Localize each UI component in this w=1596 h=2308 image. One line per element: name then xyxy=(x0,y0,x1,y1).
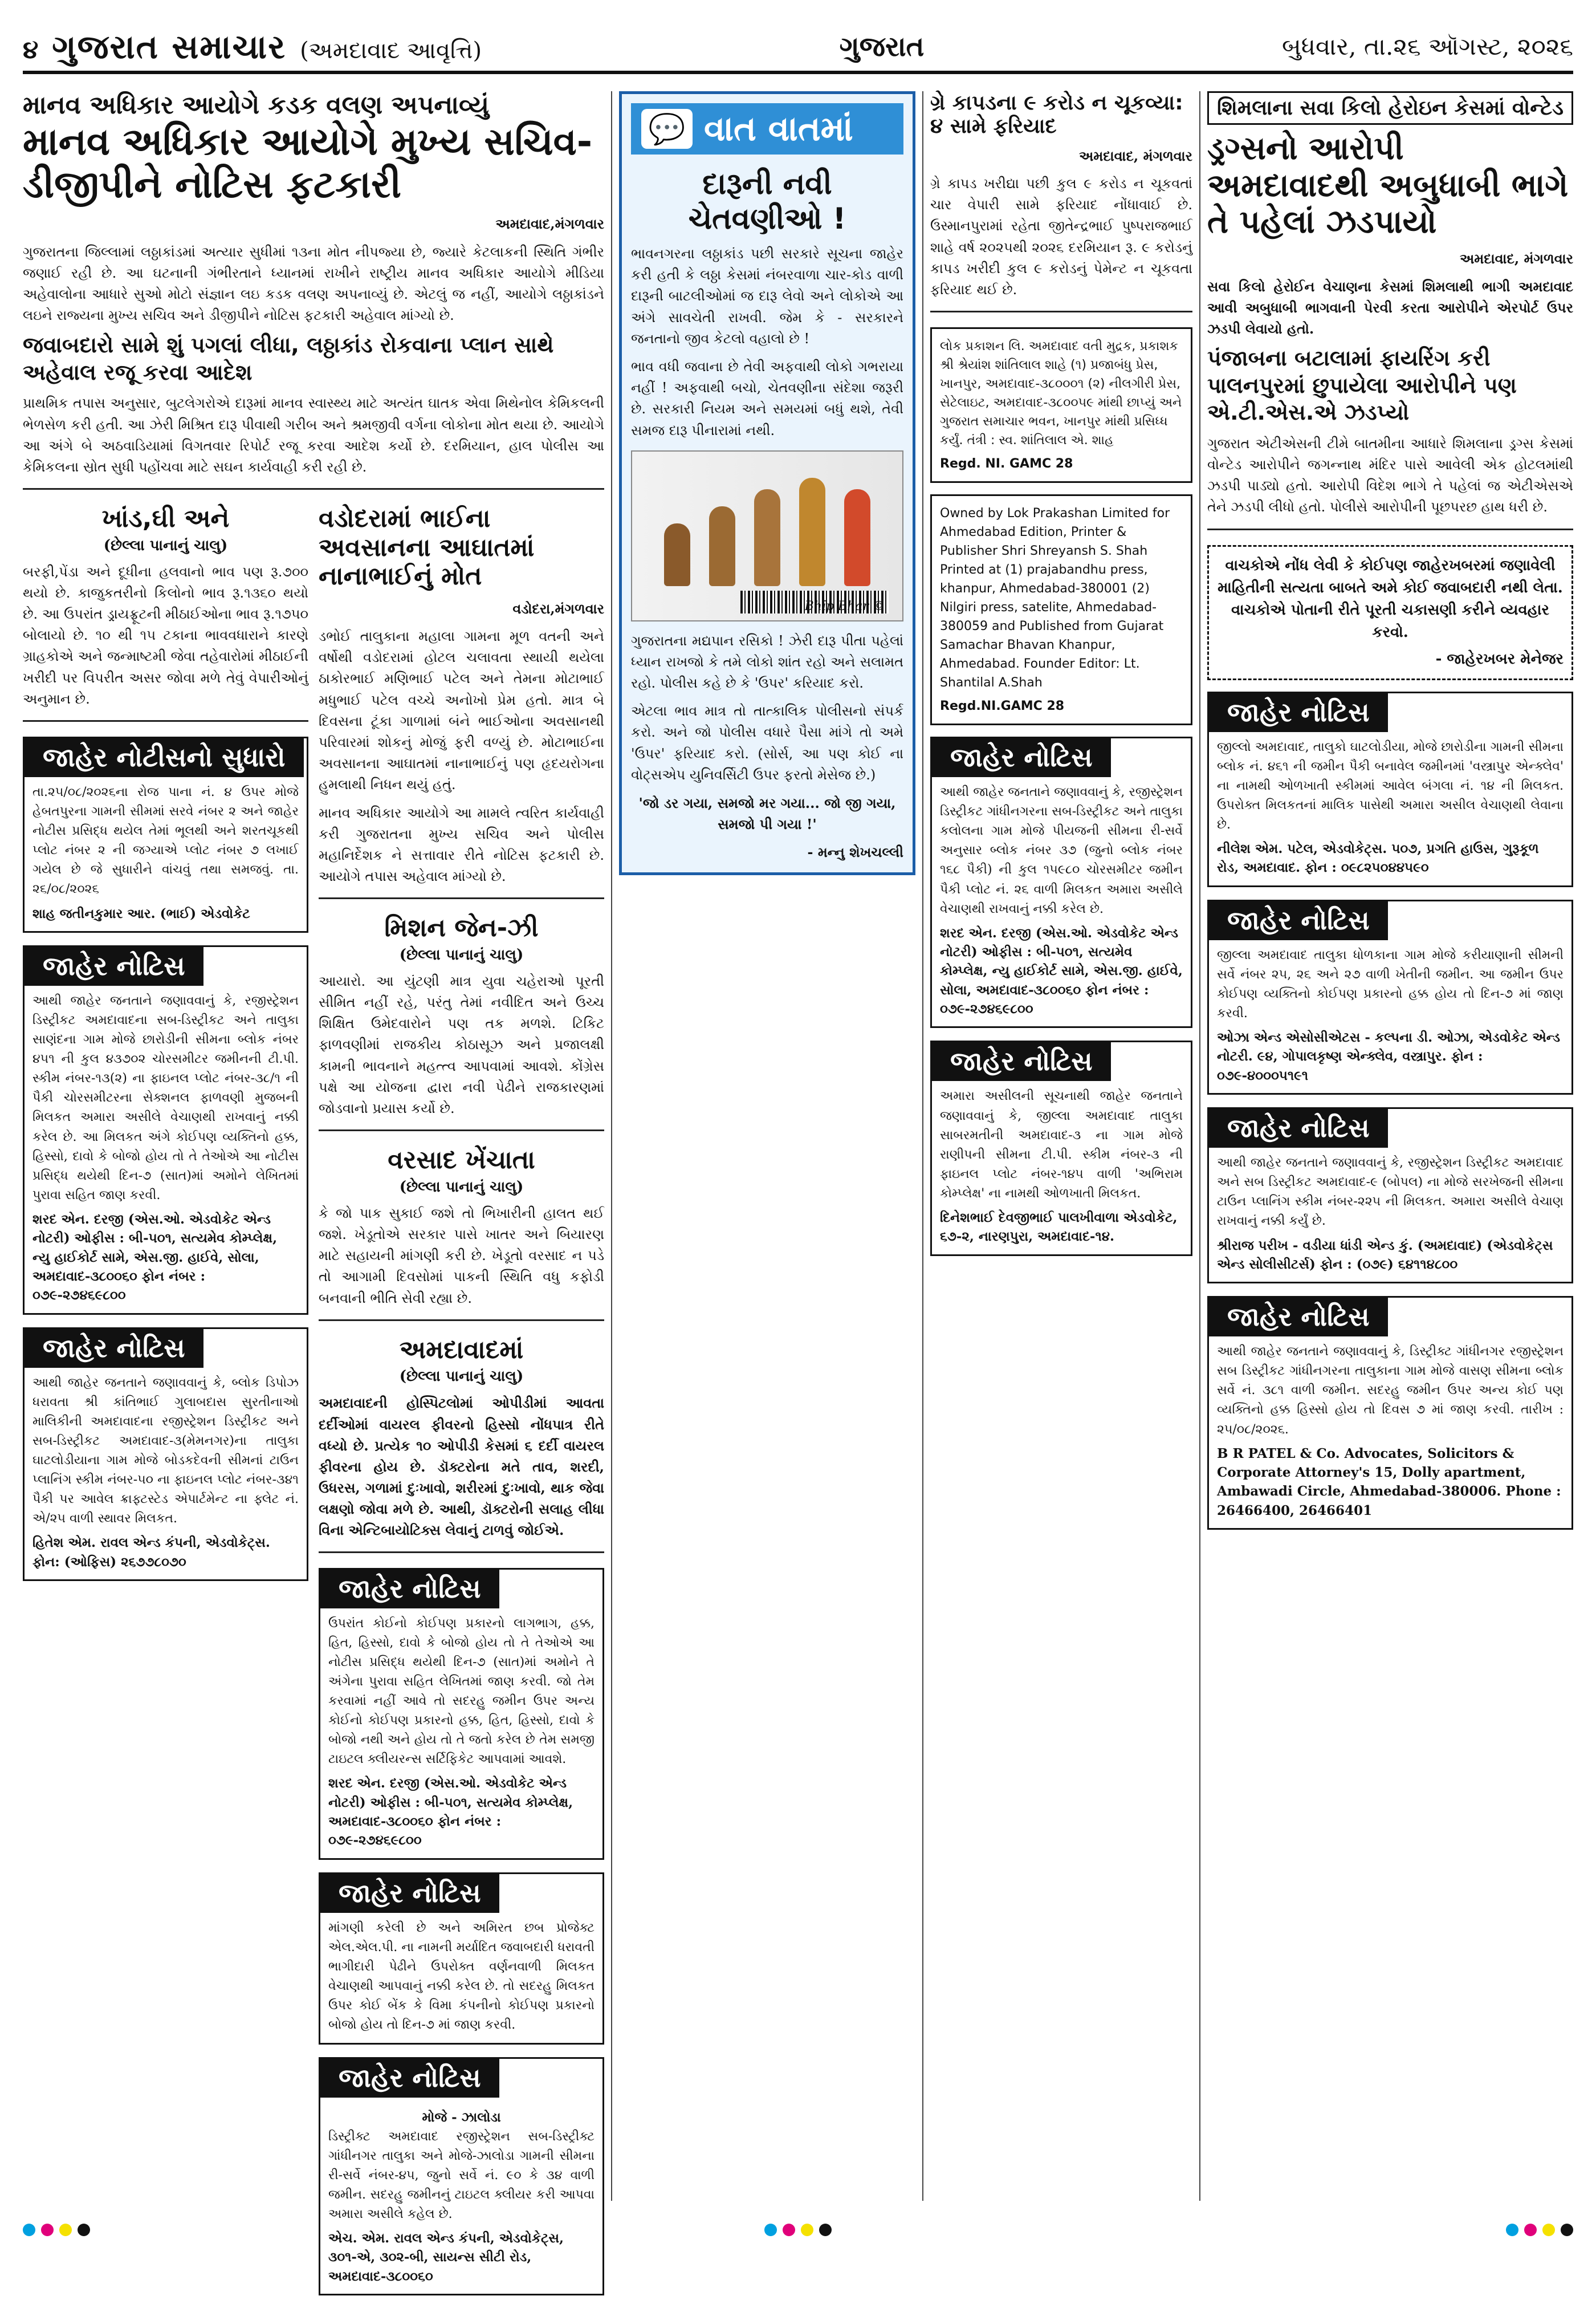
imprint-gujarati xyxy=(930,327,1192,483)
notice-c5-4 xyxy=(1207,1296,1573,1530)
notice-c5-3 xyxy=(1207,1107,1573,1283)
notice-c5-4-body: આથી જાહેર જનતાને જણાવવાનું કે, ડિસ્ટ્રીક્ટ ગાંધીનગર રજીસ્ટ્રેશન સબ ડિસ્ટ્રીકટ ગાંધીનગરના તાલુકાના ગામ મોજે વાસણ સીમના બ્લોક સર્વે નં. ૩૮૧ વાળી જમીન. સદરહુ જમીન ઉપર અન્ય કોઈ પણ વ્યક્તિનો હક્ક હિસ્સો હોય તો દિવસ ૭ માં જાણ કરવી. તારીખ : ૨૫/૦૮/૨૦૨૬. xyxy=(1217,1344,1564,1437)
mission-cont: (છેલ્લા પાનાનું ચાલુ) xyxy=(399,946,524,964)
masthead xyxy=(23,23,1573,74)
story-khand xyxy=(23,505,308,722)
vaat-signature: - મન્નુ શેખચલ્લી xyxy=(807,844,903,861)
notice-c1-2-body: આથી જાહેર જનતાને જણાવવાનું કે, બ્લોક ડિપોઝ ધરાવતા શ્રી કાંતિભાઈ ગુલાબદાસ સુરતીનાઓ માલિકીની અમદાવાદના રજીસ્ટ્રેશન ડિસ્ટ્રીકટ અને સબ-ડિસ્ટ્રીકટ અમદાવાદ-૩(મેમનગર)ના તાલુકા ઘાટલોડીયાના ગામ મોજે બોડકદેવની સીમનાં ટાઉન પ્લાનિંગ સ્કીમ નંબર-૫૦ ના ફાઇનલ પ્લોટ નંબર-૩૪૧ પૈકી પર આવેલ ક્રાફ્ટસ્ટેડ એપાર્ટમેન્ટ ના ફ્લેટ નં. એ/૨૫ વાળી સ્થાવર મિલકત. xyxy=(32,1375,299,1526)
cyan-dot-icon xyxy=(23,2224,35,2236)
notice-c2-1-sign: શરદ એન. દરજી (એસ.ઓ. એડવોકેટ એન્ડ નોટરી) ઓફીસ : બી-૫૦૧, સત્યમેવ કોમ્પ્લેક્ષ, અમદાવાદ-૩૮૦૦૬૦ ફોન નંબર : ૦૭૯-૨૭૪૬૯૮૦૦ xyxy=(328,1775,573,1848)
cartoon-figure-4 xyxy=(799,478,825,586)
magenta-dot-icon xyxy=(1524,2224,1537,2236)
varsad-cont: (છેલ્લા પાનાનું ચાલુ) xyxy=(399,1178,524,1196)
column-rule xyxy=(1199,91,1200,2201)
vaat-body-4: એટલા ભાવ માત્ર તો તાત્કાલિક પોલીસનો સંપર્ક કરો. અને જો પોલીસ વધારે પૈસા માંગે તો અમે 'ઉપર' ફરિયાદ કરો. (સોર્સ, આ પણ કોઈ ના વોટ્સએપ યુનિવર્સિટી ઉપર ફરતો મેસેજ છે.) xyxy=(631,703,903,783)
col1-left-stack xyxy=(23,505,308,2308)
varsad-body: કે જો પાક સુકાઈ જશે તો ભિખારીની હાલત થઈ જશે. ખેડૂતોએ સરકાર પાસે ખાતર અને બિયારણ માટે સહાયની માંગણી કરી છે. ખેડૂતો વરસાદ ન પડે તો આગામી દિવસોમાં પાકની સ્થિતિ વધુ કફોડી બનવાની ભીતિ સેવી રહ્યા છે. xyxy=(319,1205,604,1306)
black-dot-icon xyxy=(819,2224,832,2236)
evolution-cartoon xyxy=(631,450,903,621)
notice-c4-1-body: આથી જાહેર જનતાને જણાવવાનું કે, રજીસ્ટ્રેશન ડિસ્ટ્રીકટ ગાંધીનગરના સબ-ડિસ્ટ્રીકટ અને તાલુકા કલોલના ગામ મોજે પીયજની સીમના રી-સર્વે અનુસાર બ્લોક નંબર ૩૭ (જુનો બ્લોક નંબર ૧૬૮ પૈકી) ની કુલ ૧૫૯૮૦ ચોરસમીટર જમીન પૈકી પ્લોટ નં. ૨૬ વાળી મિલકત અમારા અસીલે વેચાણથી રાખવાનું નક્કી કરેલ છે. xyxy=(940,785,1183,916)
vadodara-headline: વડોદરામાં ભાઈના અવસાનના આઘાતમાં નાનાભાઈનું મોત xyxy=(319,504,535,591)
drugs-body-2: ગુજરાત એટીએસની ટીમે બાતમીના આધારે શિમલાના ડ્રગ્સ કેસમાં વોન્ટેડ આરોપીને જગન્નાથ મંદિર પાસે આવેલી એક હોટલમાંથી ઝડપી પાડ્યો હતો. આરોપી વિદેશ ભાગે તે પહેલાં જ એટીએસએ તેને ઝડપી લીધો હતો. પોલીસે આરોપીની પૂછપરછ હાથ ધરી છે. xyxy=(1207,435,1573,515)
registration-dots-center xyxy=(764,2224,832,2246)
page-columns xyxy=(23,91,1573,2284)
black-dot-icon xyxy=(78,2224,90,2236)
speech-bubble-icon: 💬 xyxy=(641,109,693,149)
notice-c5-1-sign: નીલેશ એમ. પટેલ, એડવોકેટ્સ. ૫૦૭, પ્રગતિ હાઉસ, ગુરૂકૂળ રોડ, અમદાવાદ. ફોન : ૦૯૮૨૫૦૪૪૫૯૦ xyxy=(1217,841,1539,876)
notice-c5-3-title: જાહેર નોટિસ xyxy=(1209,1109,1388,1148)
column-1 xyxy=(23,91,604,2284)
vaat-label: વાત વાતમાં xyxy=(704,109,853,149)
print-registration-marks xyxy=(23,2224,1573,2246)
story-vadodara xyxy=(319,505,604,899)
notice-c1-1-body: આથી જાહેર જનતાને જણાવવાનું કે, રજીસ્ટ્રેશન ડિસ્ટ્રીકટ અમદાવાદના સબ-ડિસ્ટ્રીકટ અને તાલુકા સાણંદના ગામ મોજે છારોડીની સીમના બ્લોક નંબર ૪૫૧ ની કુલ ૪૩૭૦૨ ચોરસમીટર જમીનની ટી.પી. સ્કીમ નંબર-૧૩(૨) ના ફાઇનલ પ્લોટ નંબર-૩૮/૧ ની પૈકી ચોરસમીટરના સેક્શનલ ફાળવણી મુજબની મિલકત અમારા અસીલે વેચાણથી રાખવાનું નક્કી કરેલ છે. આ મિલકત અંગે કોઈપણ વ્યક્તિનો હક્ક, હિસ્સો, દાવો કે બોજો હોય તો તે તેઓએ આ નોટીસ પ્રસિદ્ધ થયેથી દિન-૭ (સાત)માં અમોને લેખિતમાં પુરાવા સહિત જાણ કરવી. xyxy=(32,993,299,1202)
imprint-reg-1: Regd. NI. GAMC 28 xyxy=(940,457,1073,472)
section-title: ગુજરાત xyxy=(839,30,925,63)
drugs-kicker: શિમલાના સવા કિલો હેરોઇન કેસમાં વોન્ટેડ xyxy=(1207,91,1573,125)
cloth-dateline: અમદાવાદ, મંગળવાર xyxy=(1079,147,1192,164)
drugs-headline: ડ્રગ્સનો આરોપી અમદાવાદથી અબુધાબી ભાગે તે પહેલાં ઝડપાયો xyxy=(1207,130,1569,241)
newspaper-brand: ગુજરાત સમાચાર xyxy=(52,27,287,66)
cartoon-figure-3 xyxy=(754,489,780,586)
notice-c1-2-title: જાહેર નોટિસ xyxy=(25,1329,203,1368)
cartoon-figure-2 xyxy=(709,506,735,586)
ahmedabad-cont: (છેલ્લા પાનાનું ચાલુ) xyxy=(399,1368,524,1385)
cloth-headline: ગ્રે કાપડના ૯ કરોડ ન ચૂકવ્યા: ૪ સામે ફરિયાદ xyxy=(930,91,1183,139)
lead-dateline: અમદાવાદ,મંગળવાર xyxy=(495,216,604,233)
vaat-header xyxy=(631,103,903,155)
masthead-left xyxy=(23,27,482,67)
notice-c2-3-body: ડિસ્ટ્રીક્ટ અમદાવાદ રજીસ્ટ્રેશન સબ-ડિસ્ટ્રીક્ટ ગાંધીનગર તાલુકા અને મોજે-ઝાલોડા ગામની સીમના રી-સર્વે નંબર-૪૫, જુનો સર્વે નં. ૯૦ કે ૩૪ વાળી જમીન. સદરહુ જમીનનું ટાઇટલ ક્લીયર કરી આપવા અમારા અસીલે કહેલ છે. xyxy=(328,2129,595,2222)
lead-story-nhrc xyxy=(23,91,604,490)
story-ahmedabad xyxy=(319,1336,604,1553)
lead-story-drugs xyxy=(1207,91,1573,530)
notice-c5-2-sign: ઓઝા એન્ડ એસોસીએટસ - કલ્પના ડી. ઓઝા, એડવોકેટ એન્ડ નોટરી. ૯૪, ગોપાલકૃષ્ણ એન્ક્લેવ, વસ્ત્રાપુર. ફોન : ૦૭૯-૪૦૦૦૫૧૯૧ xyxy=(1217,1030,1560,1083)
ad-disclaimer-text: વાચકોએ નોંધ લેવી કે કોઈપણ જાહેરખબરમાં જણાવેલી માહિતીની સત્યતા બાબતે અમે કોઈ જવાબદારી નથી લેતા. વાચકોએ પોતાની રીતે પૂરતી ચકાસણી કરીને વ્યવહાર કરવો. xyxy=(1218,556,1563,641)
registration-dots-right xyxy=(1506,2224,1573,2246)
vaat-body-3: ગુજરાતના મદ્યપાન રસિકો ! ઝેરી દારૂ પીતા પહેલાં ધ્યાન રાખજો કે તમે લોકો શાંત રહો અને સલામત રહો. પોલીસ કહે છે કે 'ઉપર' કરિયાદ કરો. xyxy=(631,632,903,692)
notice-correction-title: જાહેર નોટીસનો સુધારો xyxy=(25,738,304,777)
notice-c1-2 xyxy=(23,1327,308,1581)
imprint-gujarati-text: લોક પ્રકાશન લિ. અમદાવાદ વતી મુદ્રક, પ્રકાશક શ્રી શ્રેયાંશ શાંતિલાલ શાહે (૧) પ્રજાબંધુ પ્રેસ, ખાનપુર, અમદાવાદ-૩૮૦૦૦૧ (૨) નીલગીરી પ્રેસ, સેટેલાઇટ, અમદાવાદ-૩૮૦૦૫૯ માંથી છાપ્યું અને ગુજરાત સમાચાર ભવન, ખાનપુર માંથી પ્રસિધ્ધ કર્યું. તંત્રી : સ્વ. શાંતિલાલ એ. શાહ xyxy=(940,339,1182,448)
drugs-body: સવા કિલો હેરોઈન વેચાણના કેસમાં શિમલાથી ભાગી અમદાવાદ આવી અબુધાબી ભાગવાની પેરવી કરતા આરોપીને એરપોર્ટ ઉપર ઝડપી લેવાયો હતો. xyxy=(1207,278,1573,338)
mission-body: આયારો. આ યુંટણી માત્ર યુવા ચહેરાઓ પૂરતી સીમિત નહીં રહે, પરંતુ તેમાં નવીદિત અને ઉચ્ચ શિક્ષિત ઉમેદવારોને પણ તક મળશે. ટિકિટ ફાળવણીમાં રાજકીય કોઠાસૂઝ અને પ્રજાલક્ષી કામની ભાવનાને મહત્ત્વ આપવામાં આવશે. કોંગ્રેસ પક્ષે આ યોજના દ્વારા નવી પેઢીને રાજકારણમાં જોડવાનો પ્રયાસ કર્યો છે. xyxy=(319,973,604,1116)
vaat-vaatma-box xyxy=(619,91,915,875)
notice-c1-1-title: જાહેર નોટિસ xyxy=(25,947,203,986)
lead-body: ગુજરાતના જિલ્લામાં લઠ્ઠાકાંડમાં અત્યાર સુધીમાં ૧૩ના મોત નીપજ્યા છે, જ્યારે કેટલાકની સ્થિતિ ગંભીર જણાઈ રહી છે. આ ઘટનાની ગંભીરતાને ધ્યાનમાં રાખીને રાષ્ટ્રીય માનવ અધિકાર આયોગે મીડિયા અહેવાલોના આધારે સુઓ મોટો સંજ્ઞાન લઇ કડક વલણ અપનાવ્યું છે. એટલું જ નહીં, આયોગે લઠ્ઠાકાંડને લઇને રાજ્યના મુખ્ય સચિવ અને ડીજીપીને નોટિસ ફટકારી અહેવાલ માંગ્યો છે. xyxy=(23,243,604,324)
edition-label: (અમદાવાદ આવૃત્તિ) xyxy=(300,37,482,64)
notice-c2-3 xyxy=(319,2057,604,2295)
notice-c5-4-title: જાહેર નોટિસ xyxy=(1209,1298,1388,1336)
notice-c5-2-body: જીલ્લા અમદાવાદ તાલુકા ધોળકાના ગામ મોજે કરીયાણાની સીમની સર્વે નંબર ૨૫, ૨૬ અને ૨૭ વાળી ખેતીની જમીન. આ જમીન ઉપર કોઈપણ વ્યક્તિનો કોઈપણ પ્રકારનો હક્ક હોય તો દિન-૭ માં જાણ કરવી. xyxy=(1217,948,1564,1021)
notice-correction xyxy=(23,737,308,933)
vaat-headline: દારૂની નવી ચેતવણીઓ ! xyxy=(688,167,846,236)
notice-c2-3-sign: એચ. એમ. રાવલ એન્ડ કંપની, એડવોકેટ્સ, ૩૦૧-એ, ૩૦૨-બી, સાયન્સ સીટી રોડ, અમદાવાદ-૩૮૦૦૬૦ xyxy=(328,2230,564,2284)
notice-c5-3-sign: શ્રીરાજ પરીખ - વડીયા ધાંડી એન્ડ કું. (અમદાવાદ) (એડવોકેટ્સ એન્ડ સોલીસીટર્સ) ફોન : (૦૭૯) ૬૪૧૧૪૮૦૦ xyxy=(1217,1237,1553,1272)
mission-title: મિશન જેન-ઝી xyxy=(384,913,539,943)
notice-c5-1 xyxy=(1207,692,1573,887)
notice-c5-1-body: જીલ્લો અમદાવાદ, તાલુકો ઘાટલોડીયા, મોજે છારોડીના ગામની સીમના બ્લોક નં. ૪૬૧ ની જમીન પૈકી બનાવેલ જમીનમાં 'વસ્ત્રાપુર એન્ક્લેવ' ના નામથી ઓળખાતી સ્કીમમાં આવેલ બંગલા નં. ૧૪ ની મિલકત. ઉપરોક્ત મિલકતનાં માલિક પાસેથી અમારા અસીલ વેચાણથી લેવાના છે. xyxy=(1217,739,1564,832)
story-varsad xyxy=(319,1146,604,1321)
notice-c2-2 xyxy=(319,1872,604,2045)
yellow-dot-icon xyxy=(1542,2224,1555,2236)
imprint-english-text: Owned by Lok Prakashan Limited for Ahmedabad Edition, Printer & Publisher Shri Shreyansh S. Shah Printed at (1) prajabandhu press, khanpur, Ahmedabad-380001 (2) Nilgiri press, satelite, Ahmedabad-380059 and Published from Gujarat Samachar Bhavan Khanpur, Ahmedabad. Founder Editor: Lt. Shantilal A.Shah xyxy=(940,506,1170,690)
notice-c4-1-sign: શરદ એન. દરજી (એસ.ઓ. એડવોકેટ એન્ડ નોટરી) ઓફીસ : બી-૫૦૧, સત્યમેવ કોમ્પ્લેક્ષ, ન્યુ હાઈકોર્ટ સામે, એસ.જી. હાઈવે, સોલા, અમદાવાદ-૩૮૦૦૬૦ ફોન નંબર : ૦૭૯-૨૭૪૬૯૮૦૦ xyxy=(940,925,1183,1017)
notice-c5-3-body: આથી જાહેર જનતાને જણાવવાનું કે, રજીસ્ટ્રેશન ડિસ્ટ્રીકટ અમદાવાદ અને સબ ડિસ્ટ્રીકટ અમદાવાદ-૯ (બોપલ) ના મોજે સરખેજની સીમના ટાઉન પ્લાનિંગ સ્કીમ નંબર-૨૨૫ ની મિલકત. અમારા અસીલે વેચાણ રાખવાનું નક્કી કર્યું છે. xyxy=(1217,1156,1564,1229)
page-number: ૪ xyxy=(23,35,39,64)
magenta-dot-icon xyxy=(783,2224,795,2236)
yellow-dot-icon xyxy=(59,2224,72,2236)
notice-c2-3-sub: મોજે - ઝાલોડા xyxy=(422,2110,501,2126)
column-5 xyxy=(1207,91,1573,2201)
cyan-dot-icon xyxy=(764,2224,777,2236)
lead-body-2: પ્રાથમિક તપાસ અનુસાર, બુટલેગરોએ દારૂમાં માનવ સ્વાસ્થ્ય માટે અત્યંત ઘાતક એવા મિથેનોલ કેમિકલની ભેળસેળ કરી હતી. આ ઝેરી મિશ્રિત દારૂ પીવાથી ગરીબ અને શ્રમજીવી વર્ગના લોકોના મોત થયા છે. આયોગે આ અંગે બે અઠવાડિયામાં વિગતવાર રિપોર્ટ રજૂ કરવા આદેશ કર્યો છે. દરમિયાન, હાલ પોલીસ આ કેમિકલના સ્રોત સુધી પહોંચવા માટે સઘન કાર્યવાહી કરી રહી છે. xyxy=(23,395,604,475)
notice-c2-2-title: જાહેર નોટિસ xyxy=(320,1874,499,1913)
drugs-subhead: પંજાબના બટાલામાં ફાયરિંગ કરી પાલનપુરમાં છુપાયેલા આરોપીને પણ એ.ટી.એસ.એ ઝડપ્યો xyxy=(1207,346,1517,425)
notice-c2-1-title: જાહેર નોટિસ xyxy=(320,1570,499,1608)
ad-disclaimer xyxy=(1207,545,1573,680)
column-rule xyxy=(922,91,923,2201)
lead-headline: માનવ અધિકાર આયોગે મુખ્ય સચિવ-ડીજીપીને નોટિસ ફટકારી xyxy=(23,119,593,207)
notice-c1-2-sign: હિતેશ એમ. રાવલ એન્ડ કંપની, એડવોકેટ્સ. ફોન: (ઓફિસ) ૨૬૭૭૮૦૭૦ xyxy=(32,1535,270,1570)
notice-c2-2-body: માંગણી કરેલી છે અને અમિરત છબ પ્રોજેક્ટ એલ.એલ.પી. ના નામની મર્યાદિત જવાબદારી ધરાવતી ભાગીદારી પેઢીને ઉપરોક્ત વર્ણનવાળી મિલકત વેચાણથી આપવાનું નક્કી કરેલ છે. તો સદરહુ મિલકત ઉપર કોઈ બેંક કે વિમા કંપનીનો કોઈપણ પ્રકારનો બોજો હોય તો દિન-૭ માં જાણ કરવી. xyxy=(328,1920,595,2033)
registration-dots-left xyxy=(23,2224,90,2246)
column-4 xyxy=(930,91,1192,2201)
notice-c4-2-title: જાહેર નોટિસ xyxy=(932,1042,1111,1081)
khand-title: ખાંડ,ઘી અને xyxy=(101,504,230,534)
notice-c1-1-sign: શરદ એન. દરજી (એસ.ઓ. એડવોકેટ એન્ડ નોટરી) ઓફીસ : બી-૫૦૧, સત્યમેવ કોમ્પ્લેક્ષ, ન્યુ હાઈકોર્ટ સામે, એસ.જી. હાઈવે, સોલા, અમદાવાદ-૩૮૦૦૬૦ ફોન નંબર : ૦૭૯-૨૭૪૬૯૮૦૦ xyxy=(32,1211,278,1303)
notice-c2-3-title: જાહેર નોટિસ xyxy=(320,2059,499,2098)
col1-right-stack xyxy=(319,505,604,2308)
cartoon-figure-5 xyxy=(844,489,870,586)
yellow-dot-icon xyxy=(801,2224,813,2236)
notice-c4-2 xyxy=(930,1041,1192,1255)
ahmedabad-title: અમદાવાદમાં xyxy=(399,1335,524,1364)
cloth-body: ગ્રે કાપડ ખરીદ્યા પછી કુલ ૯ કરોડ ન ચૂકવતાં ચાર વેપારી સામે ફરિયાદ નોંધાવાઈ છે. ઉસ્માનપુરામાં રહેતા જીતેન્દ્રભાઈ પુષ્પરાજભાઈ શાહે વર્ષ ૨૦૨૫થી ૨૦૨૬ દરમિયાન રૂ. ૯ કરોડનું કાપડ ખરીદી કુલ ૯ કરોડનું પેમેન્ટ ન ચૂકવતા ફરિયાદ થઈ છે. xyxy=(930,175,1192,298)
khand-cont: (છેલ્લા પાનાનું ચાલુ) xyxy=(103,537,228,554)
notice-c4-2-body: અમારા અસીલની સૂચનાથી જાહેર જનતાને જણાવવાનું કે, જીલ્લા અમદાવાદ તાલુકા સાબરમતીની અમદાવાદ-૩ ના ગામ મોજે રાણીપની સીમના ટી.પી. સ્કીમ નંબર-૩ ની ફાઇનલ પ્લોટ નંબર-૧૪૫ વાળી 'અભિરામ કોમ્પ્લેક્ષ' ના નામથી ઓળખાતી મિલકત. xyxy=(940,1089,1183,1201)
notice-c2-1 xyxy=(319,1568,604,1860)
vadodara-body: ડભોઈ તાલુકાના મહાલા ગામના મૂળ વતની અને વર્ષોથી વડોદરામાં હોટલ ચલાવતા સ્થાયી થયેલા ઠાકોરભાઈ મણિભાઈ પટેલ અને તેમના મોટાભાઈ મધુભાઈ પટેલ વચ્ચે અનોખો પ્રેમ હતો. માત્ર બે દિવસના ટૂંકા ગાળામાં બંને ભાઈઓના અવસાનથી પરિવારમાં શોકનું મોજું ફરી વળ્યું છે. મોટાભાઈના અવસાનના આઘાતમાં નાનાભાઈનું પણ હૃદયરોગના હુમલાથી નિધન થયું હતું. xyxy=(319,628,604,793)
imprint-english xyxy=(930,494,1192,725)
story-mission xyxy=(319,914,604,1131)
lead-kicker: માનવ અધિકાર આયોગે કડક વલણ અપનાવ્યું xyxy=(23,91,489,120)
vadodara-body-2: માનવ અધિકાર આયોગે આ મામલે ત્વરિત કાર્યવાહી કરી ગુજરાતના મુખ્ય સચિવ અને પોલીસ મહાનિર્દેશક ને સત્તાવાર રીતે નોટિસ ફટકારી છે. આયોગે તપાસ અહેવાલ માંગ્યો છે. xyxy=(319,804,604,885)
issue-date: બુધવાર, તા.૨૬ ઑગસ્ટ, ૨૦૨૬ xyxy=(1282,32,1573,60)
magenta-dot-icon xyxy=(41,2224,54,2236)
notice-correction-body: તા.૨૫/૦૮/૨૦૨૬ના રોજ પાના નં. ૪ ઉપર મોજે હેબતપુરના ગામની સીમમાં સરવે નંબર ૨ અને જાહેર નોટીસ પ્રસિદ્ધ થયેલ તેમાં ભૂલથી અને શરતચૂકથી પ્લોટ નંબર ૨ ની જગ્યાએ પ્લોટ નંબર ૭ લખાઈ ગયેલ છે જે સુધારીને વાંચવું તથા સમજવું. તા. ૨૬/૦૮/૨૦૨૬ xyxy=(32,785,299,897)
lead-subhead: જવાબદારો સામે શું પગલાં લીધા, લઠ્ઠાકાંડ રોકવાના પ્લાન સાથે અહેવાલ રજૂ કરવા આદેશ xyxy=(23,332,554,385)
vaat-body-1: ભાવનગરના લઠ્ઠાકાંડ પછી સરકારે સૂચના જાહેર કરી હતી કે લઠ્ઠા કેસમાં નંબરવાળા ચાર-કોડ વાળી દારૂની બાટલીઓમાં જ દારૂ લેવો અને લોકોએ આ અંગે સાવચેતી રાખવી. જેમ કે - સરકારને જનતાનો જીવ કેટલો વહાલો છે ! xyxy=(631,246,903,347)
varsad-title: વરસાદ ખેંચાતા xyxy=(388,1145,535,1175)
imprint-reg-2: Regd.NI.GAMC 28 xyxy=(940,699,1065,714)
notice-correction-sign: શાહ જતીનકુમાર આર. (ભાઈ) એડવોકેટ xyxy=(32,905,250,921)
notice-c4-1 xyxy=(930,737,1192,1028)
vadodara-dateline: વડોદરા,મંગળવાર xyxy=(512,600,604,617)
black-dot-icon xyxy=(1561,2224,1573,2236)
col1-sub-row xyxy=(23,505,604,2308)
notice-c4-2-sign: દિનેશભાઈ દેવજીભાઈ પાલખીવાળા એડવોકેટ, ૬૭-૨, નારણપુરા, અમદાવાદ-૧૪. xyxy=(940,1210,1178,1245)
notice-c5-2-title: જાહેર નોટિસ xyxy=(1209,901,1388,940)
khand-body: બરફી,પેંડા અને દૂધીના હલવાનો ભાવ પણ રૂ.૭૦૦ થયો છે. કાજુકતરીનો કિલોનો ભાવ રૂ.૧૩૬૦ થયો છે. આ ઉપરાંત ડ્રાયફ્રૂટની મીઠાઈઓના ભાવ રૂ.૧૭૫૦ બોલાયો છે. ૧૦ થી ૧૫ ટકાના ભાવવધારાને કારણે ગ્રાહકોએ અને જન્માષ્ટમી જેવા તહેવારોમાં મીઠાઈની ખરીદી પર વિપરીત અસર જોવા મળે તેવું વેપારીઓનું અનુમાન છે. xyxy=(23,563,308,707)
vaat-quote: 'જો ડર ગયા, સમજો મર ગયા... જો જી ગયા, સમજો પી ગયા !' xyxy=(638,795,896,833)
notice-c1-1 xyxy=(23,945,308,1315)
story-cloth-fraud xyxy=(930,91,1192,312)
ahmedabad-body: અમદાવાદની હોસ્પિટલોમાં ઓપીડીમાં આવતા દર્દીઓમાં વાયરલ ફીવરનો હિસ્સો નોંધપાત્ર રીતે વધ્યો છે. પ્રત્યેક ૧૦ ઓપીડી કેસમાં ૬ દર્દી વાયરલ ફીવરના હોય છે. ડૉક્ટરોના મતે તાવ, શરદી, ઉધરસ, ગળામાં દુઃખાવો, શરીરમાં દુઃખાવો, થાક જેવા લક્ષણો જોવા મળે છે. આથી, ડૉક્ટરોની સલાહ લીધા વિના એન્ટિબાયોટિક્સ લેવાનું ટાળવું જોઈએ. xyxy=(319,1395,604,1539)
column-rule xyxy=(611,91,612,2201)
cyan-dot-icon xyxy=(1506,2224,1518,2236)
cartoon-signature: Bhīp Bhar © xyxy=(804,599,885,613)
notice-c5-1-title: જાહેર નોટિસ xyxy=(1209,693,1388,732)
drugs-dateline: અમદાવાદ, મંગળવાર xyxy=(1460,250,1573,267)
vaat-body-2: ભાવ વધી જવાના છે તેવી અફવાથી લોકો ગભરાયા નહીં ! અફવાથી બચો, ચેતવણીના સંદેશા જરૂરી છે. સરકારી નિયમ અને સમયમાં બધું થશે, તેવી સમજ દારૂ પીનારામાં નથી. xyxy=(631,358,903,438)
notice-c2-1-body: ઉપરાંત કોઈનો કોઈપણ પ્રકારનો લાગભાગ, હક્ક, હિત, હિસ્સો, દાવો કે બોજો હોય તો તે તેઓએ આ નોટીસ પ્રસિદ્ધ થયેથી દિન-૭ (સાત)માં અમોને તે અંગેના પુરાવા સહિત લેખિતમાં જાણ કરવી. જો તેમ કરવામાં નહીં આવે તો સદરહુ જમીન ઉપર અન્ય કોઈનો કોઈપણ પ્રકારનો હક્ક, હિત, હિસ્સો, દાવો કે બોજો નથી અને હોય તો તે જતો કરેલ છે તેમ સમજી ટાઇટલ ક્લીયરન્સ સર્ટિફિકેટ આપવામાં આવશે. xyxy=(328,1616,595,1767)
notice-c5-4-sign: B R PATEL & Co. Advocates, Solicitors & Corporate Attorney's 15, Dolly apartment, Ambawadi Circle, Ahmedabad-380006. Phone : 26466400, 26466401 xyxy=(1217,1445,1561,1518)
column-3 xyxy=(619,91,915,2201)
notice-c4-1-title: જાહેર નોટિસ xyxy=(932,738,1111,777)
ad-disclaimer-sign: - જાહેરખબર મેનેજર xyxy=(1435,650,1564,668)
notice-c5-2 xyxy=(1207,900,1573,1095)
cartoon-figure-1 xyxy=(664,523,690,586)
